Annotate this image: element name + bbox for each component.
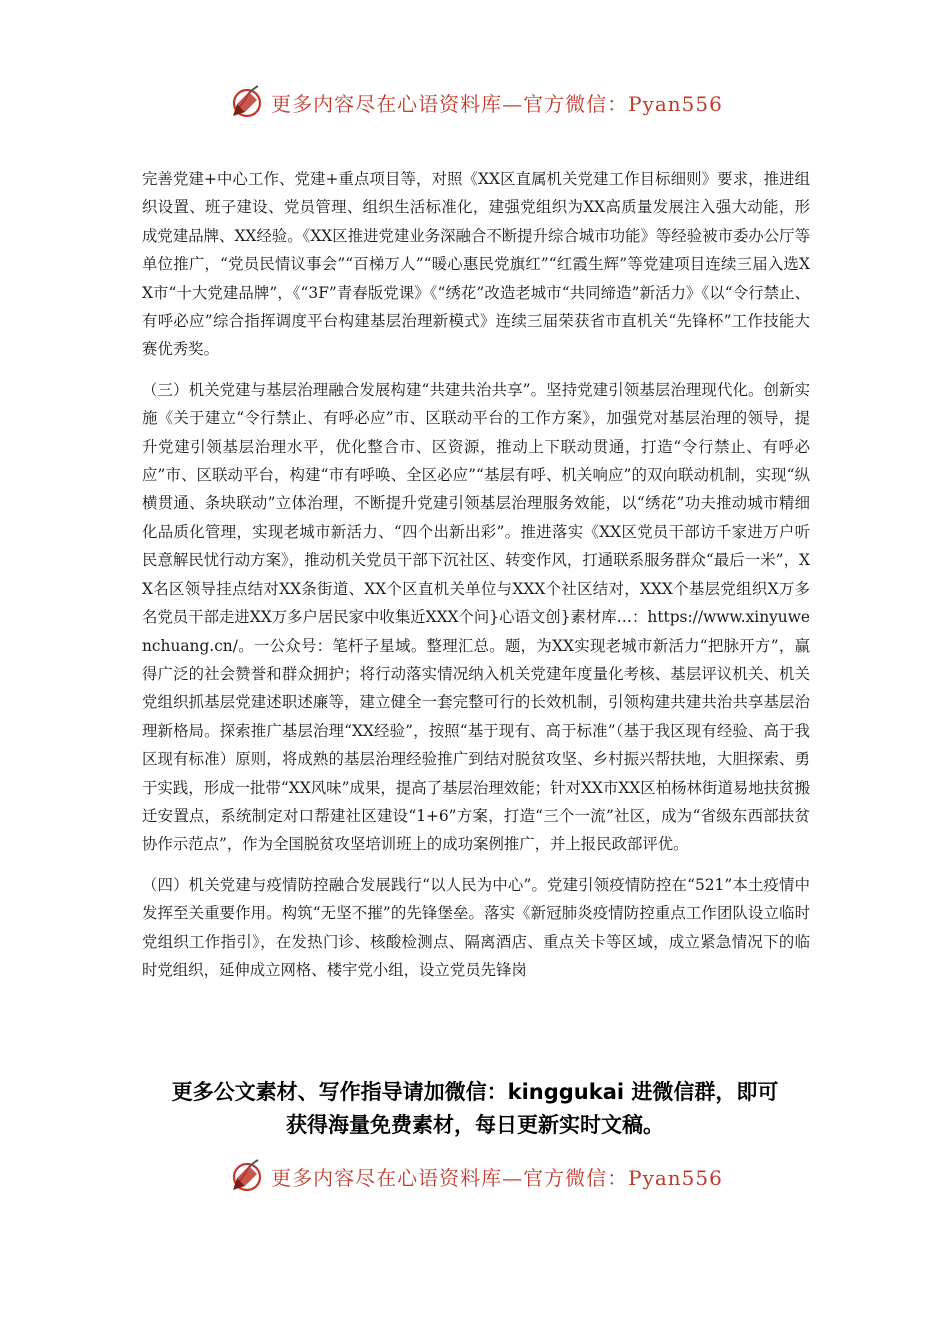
document-body	[142, 165, 810, 996]
pen-circle-logo-icon	[227, 82, 267, 122]
paragraph-3: （四）机关党建与疫情防控融合发展践行“以人民为中心”。党建引领疫情防控在“521”本土疫情中发挥至关重要作用。构筑“无坚不摧”的先锋堡垒。落实《新冠肺炎疫情防控重点工作团队设立临时党组织工作指引》，在发热门诊、核酸检测点、隔离酒店、重点关卡等区域，成立紧急情况下的临时党组织，延伸成立网格、楼宇党小组，设立党员先锋岗	[142, 875, 810, 979]
footer-banner	[0, 1154, 950, 1198]
header-banner-text: 更多内容尽在心语资料库—官方微信：Pyan556	[271, 91, 723, 116]
promo-line-1: 更多公文素材、写作指导请加微信：kinggukai 进微信群，即可	[171, 1080, 779, 1104]
footer-banner-text: 更多内容尽在心语资料库—官方微信：Pyan556	[271, 1165, 723, 1190]
paragraph-2: （三）机关党建与基层治理融合发展构建“共建共治共享”。坚持党建引领基层治理现代化。创新实施《关于建立“令行禁止、有呼必应”市、区联动平台的工作方案》，加强党对基层治理的领导，提升党建引领基层治理水平，优化整合市、区资源，推动上下联动贯通，打造“令行禁止、有呼必应”市、区联动平台，构建“市有呼唤、全区必应”“基层有呼、机关响应”的双向联动机制，实现“纵横贯通、条块联动”立体治理，不断提升党建引领基层治理服务效能，以“绣花”功夫推动城市精细化品质化管理，实现老城市新活力、“四个出新出彩”。推进落实《XX区党员干部访千家进万户听民意解民忧行动方案》，推动机关党员干部下沉社区、转变作风，打通联系服务群众“最后一米”，XX名区领导挂点结对XX条街道、XX个区直机关单位与XXX个社区结对，XXX个基层党组织X万多名党员干部走进XX万多户居民家中收集近XXX个问}心语文创}素材库…：https://www.xinyuwenchuang.cn/。一公众号：笔杆子星域。整理汇总。题，为XX实现老城市新活力“把脉开方”，赢得广泛的社会赞誉和群众拥护；将行动落实情况纳入机关党建年度量化考核、基层评议机关、机关党组织抓基层党建述职述廉等，建立健全一套完整可行的长效机制，引领构建共建共治共享基层治理新格局。探索推广基层治理“XX经验”，按照“基于现有、高于标准”（基于我区现有经验、高于我区现有标准）原则，将成熟的基层治理经验推广到结对脱贫攻坚、乡村振兴帮扶地，大胆探索、勇于实践，形成一批带“XX风味”成果，提高了基层治理效能；针对XX市XX区柏杨林街道易地扶贫搬迁安置点，系统制定对口帮建社区建设“1+6”方案，打造“三个一流”社区，成为“省级东西部扶贫协作示范点”，作为全国脱贫攻坚培训班上的成功案例推广，并上报民政部评优。	[142, 380, 810, 854]
promo-line-2: 获得海量免费素材，每日更新实时文稿。	[286, 1113, 664, 1137]
promo-notice	[100, 1076, 850, 1142]
pen-circle-logo-icon	[227, 1156, 267, 1196]
header-banner	[0, 80, 950, 124]
paragraph-1: 完善党建+中心工作、党建+重点项目等，对照《XX区直属机关党建工作目标细则》要求，推进组织设置、班子建设、党员管理、组织生活标准化，建强党组织为XX高质量发展注入强大动能，形成党建品牌、XX经验。《XX区推进党建业务深融合不断提升综合城市功能》等经验被市委办公厅等单位推广，“党员民情议事会”“百梯万人”“暖心惠民党旗红”“红霞生辉”等党建项目连续三届入选XX市“十大党建品牌”，《“3F”青春版党课》《“绣花”改造老城市“共同缔造”新活力》《以“令行禁止、有呼必应”综合指挥调度平台构建基层治理新模式》连续三届荣获省市直机关“先锋杯”工作技能大赛优秀奖。	[142, 170, 810, 359]
